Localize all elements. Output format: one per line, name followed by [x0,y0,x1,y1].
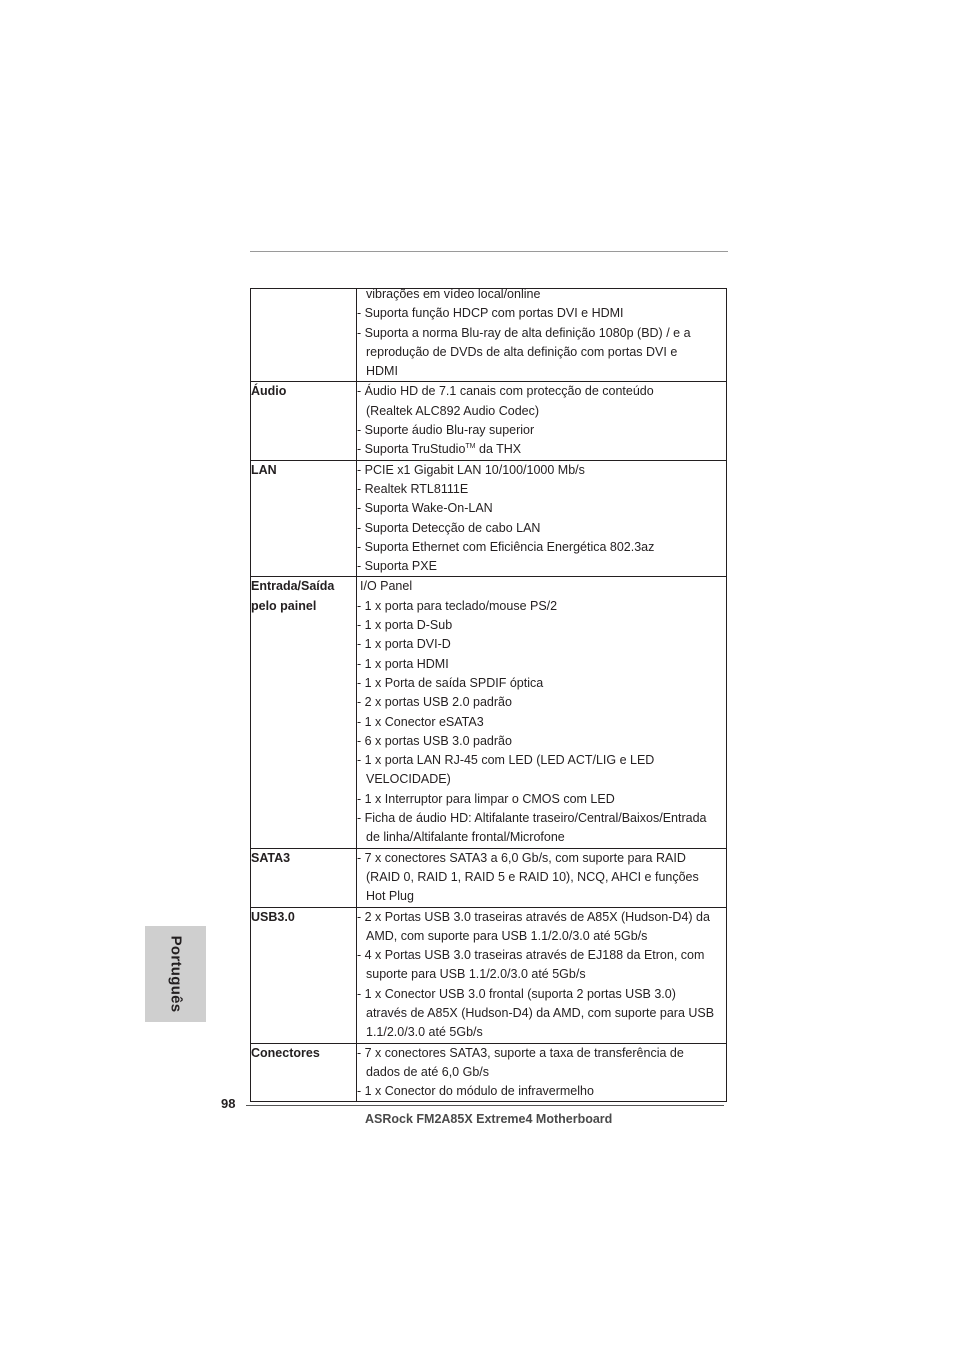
spec-value-sata3 [357,848,727,907]
spec-line: AMD, com suporte para USB 1.1/2.0/3.0 até 5Gb/s [366,928,648,943]
spec-line: - 4 x Portas USB 3.0 traseiras através de EJ188 da Etron, com [357,948,705,963]
spec-line: - Suporta Wake-On-LAN [357,501,493,516]
spec-table [250,288,727,1102]
page-number: 98 [221,1096,236,1111]
spec-row-audio [251,382,727,460]
spec-line: suporte para USB 1.1/2.0/3.0 até 5Gb/s [366,967,586,982]
spec-label-io: Entrada/Saída pelo painel [251,577,357,848]
spec-value-audio [357,382,727,460]
trademark-mark: TM [465,443,476,451]
spec-line: - Realtek RTL8111E [357,481,469,496]
spec-row-io [251,577,727,848]
spec-label-usb3: USB3.0 [251,907,357,1043]
spec-line: - 1 x Interruptor para limpar o CMOS com LED [357,791,615,806]
spec-line: - 1 x Porta de saída SPDIF óptica [357,675,544,690]
spec-value-connectors [357,1043,727,1102]
spec-row-usb3 [251,907,727,1043]
spec-line: 1.1/2.0/3.0 até 5Gb/s [366,1025,483,1040]
spec-line: - 1 x Conector eSATA3 [357,714,484,729]
spec-line: - 1 x porta D-Sub [357,618,453,633]
spec-line: - 2 x portas USB 2.0 padrão [357,695,512,710]
spec-line: - 1 x porta HDMI [357,656,449,671]
spec-value-usb3 [357,907,727,1043]
spec-line: - 1 x Conector USB 3.0 frontal (suporta 2 portas USB 3.0) [357,986,676,1001]
spec-line: (RAID 0, RAID 1, RAID 5 e RAID 10), NCQ, AHCI e funções [366,869,699,884]
spec-row-continuation [251,289,727,382]
spec-row-lan [251,460,727,577]
spec-value-io [357,577,727,848]
spec-line: - 1 x porta LAN RJ-45 com LED (LED ACT/LIG e LED [357,753,655,768]
spec-line: através de A85X (Hudson-D4) da AMD, com suporte para USB [366,1005,715,1020]
footer-rule [246,1105,724,1106]
spec-line-trustudio: - Suporta TruStudio™ da THX [357,442,522,457]
footer-title: ASRock FM2A85X Extreme4 Motherboard [365,1112,613,1126]
spec-line: - Suporta Detecção de cabo LAN [357,520,541,535]
spec-label-lan: LAN [251,460,357,577]
spec-label-empty [251,289,357,382]
spec-line: - 2 x Portas USB 3.0 traseiras através de A85X (Hudson-D4) da [357,909,710,924]
spec-line: reprodução de DVDs de alta definição com portas DVI e [366,344,678,359]
spec-line: - Suporta PXE [357,559,437,574]
spec-line: - Ficha de áudio HD: Altifalante traseiro/Central/Baixos/Entrada [357,811,707,826]
spec-row-connectors [251,1043,727,1102]
spec-line: - 1 x porta DVI-D [357,637,451,652]
spec-line: - 7 x conectores SATA3, suporte a taxa de transferência de [357,1045,684,1060]
spec-line: - 1 x porta para teclado/mouse PS/2 [357,598,558,613]
spec-row-sata3 [251,848,727,907]
spec-line: - Suporta função HDCP com portas DVI e HDMI [357,306,624,321]
spec-line: de linha/Altifalante frontal/Microfone [366,830,565,845]
spec-line: - PCIE x1 Gigabit LAN 10/100/1000 Mb/s [357,462,585,477]
spec-line-header: I/O Panel [360,579,413,594]
spec-label-audio: Áudio [251,382,357,460]
header-rule [250,251,728,252]
spec-line: (Realtek ALC892 Audio Codec) [366,403,540,418]
language-tab [145,926,206,1022]
spec-line: Hot Plug [366,889,414,904]
spec-line: - Suporte áudio Blu-ray superior [357,423,535,438]
spec-line: dados de até 6,0 Gb/s [366,1064,490,1079]
spec-line: - 6 x portas USB 3.0 padrão [357,733,512,748]
spec-line: - 1 x Conector do módulo de infravermelho [357,1084,594,1099]
spec-value-continuation [357,289,727,382]
spec-line: - Suporta a norma Blu-ray de alta definição 1080p (BD) / e a [357,325,691,340]
spec-line: HDMI [366,364,398,379]
language-tab-label: Português [167,935,184,1013]
spec-line: - Suporta Ethernet com Eficiência Energética 802.3az [357,539,655,554]
spec-line: vibrações em vídeo local/online [366,287,541,301]
spec-label-sata3: SATA3 [251,848,357,907]
spec-line: - Áudio HD de 7.1 canais com protecção de conteúdo [357,384,654,399]
spec-label-connectors: Conectores [251,1043,357,1102]
spec-value-lan [357,460,727,577]
spec-line: - 7 x conectores SATA3 a 6,0 Gb/s, com suporte para RAID [357,850,686,865]
spec-line: VELOCIDADE) [366,772,451,787]
